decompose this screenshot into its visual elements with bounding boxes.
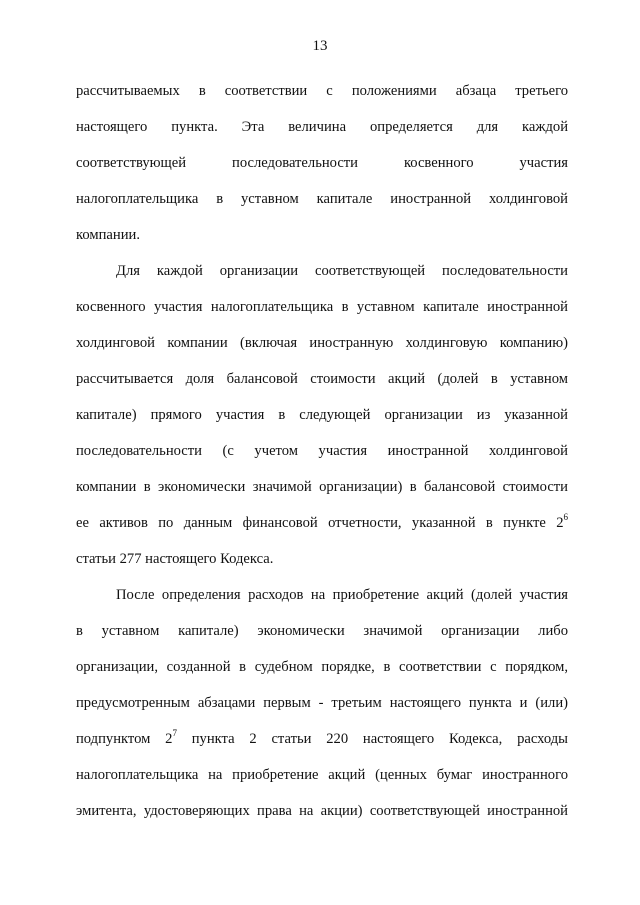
text-line: в уставном капитале) экономически значимой организации либо: [76, 623, 568, 639]
text-line: последовательности (с учетом участия иностранной холдинговой: [76, 443, 568, 459]
text-line-with-superscript: [76, 514, 568, 532]
text-line: соответствующей последовательности косвенного участия: [76, 155, 568, 171]
paragraph-first-line: Для каждой организации соответствующей последовательности: [116, 263, 568, 279]
text-line: организации, созданной в судебном порядке, в соответствии с порядком,: [76, 659, 568, 675]
text-line: настоящего пункта. Эта величина определяется для каждой: [76, 119, 568, 135]
text-line-with-superscript: [76, 730, 568, 748]
paragraph-first-line: После определения расходов на приобретение акций (долей участия: [116, 587, 568, 603]
text-line: рассчитываемых в соответствии с положениями абзаца третьего: [76, 83, 568, 99]
text-line: компании в экономически значимой организации) в балансовой стоимости: [76, 479, 568, 495]
text-line-content: ее активов по данным финансовой отчетности, указанной в пункте 2: [76, 515, 564, 531]
text-line-content: пункта 2 статьи 220 настоящего Кодекса, расходы: [176, 731, 568, 747]
text-line: компании.: [76, 227, 140, 243]
superscript: 6: [563, 512, 568, 522]
text-line: рассчитывается доля балансовой стоимости акций (долей в уставном: [76, 371, 568, 387]
text-line-content: подпунктом 2: [76, 731, 173, 747]
text-line: капитале) прямого участия в следующей организации из указанной: [76, 407, 568, 423]
text-line: налогоплательщика на приобретение акций (ценных бумаг иностранного: [76, 767, 568, 783]
text-line: эмитента, удостоверяющих права на акции) соответствующей иностранной: [76, 803, 568, 819]
page-number: 13: [312, 38, 328, 54]
text-line: предусмотренным абзацами первым - третьим настоящего пункта и (или): [76, 695, 568, 711]
text-line: косвенного участия налогоплательщика в уставном капитале иностранной: [76, 299, 568, 315]
text-line: статьи 277 настоящего Кодекса.: [76, 551, 274, 567]
text-line: холдинговой компании (включая иностранную холдинговую компанию): [76, 335, 568, 351]
text-line: налогоплательщика в уставном капитале иностранной холдинговой: [76, 191, 568, 207]
superscript: 7: [172, 728, 177, 738]
